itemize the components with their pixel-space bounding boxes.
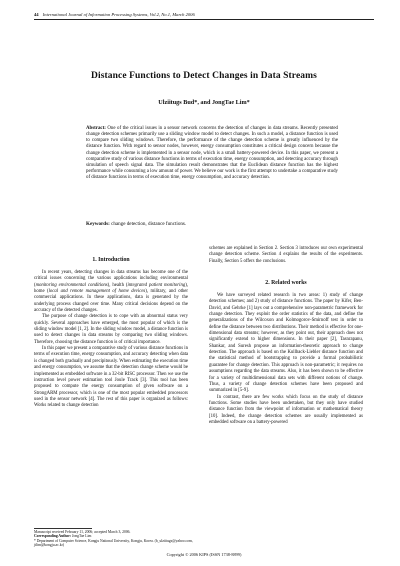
right-column	[209, 246, 363, 426]
copyright-footer: Copyright © 2006 KIPS (ISSN 1738-8899)	[166, 552, 242, 557]
abstract	[86, 126, 338, 181]
section-heading-introduction: 1. Introduction	[92, 257, 130, 263]
intro-p1-emph-2: integrated patient monitoring	[127, 282, 186, 288]
footnote-affiliation: * Department of Computer Science, Kongju National University, Kongju, Korea. (b_ulziitugs@yahoo.com, jtlim@kongju.ac.kr)	[34, 538, 193, 548]
intro-p1-emph-1: monitoring environmental conditions	[35, 282, 108, 288]
section-heading-related-works: 2. Related works	[265, 280, 307, 287]
running-header	[34, 12, 374, 17]
keywords-text: change detection, distance functions.	[111, 221, 187, 227]
intro-p1-text-b: ), health (	[107, 282, 128, 288]
keywords	[86, 221, 338, 227]
journal-name: International Journal of Information Processing Systems, Vol.2, No.1, March 2006	[42, 12, 195, 17]
abstract-label: Abstract:	[86, 126, 106, 131]
footnote-rule	[34, 528, 92, 529]
intro-p1-text-d: ), military, and other commercial applications. In these applications, data is generated by the underlying process changed over time. Many critical decisions depend on the accuracy of the detected changes.	[34, 289, 188, 314]
intro-p1-emph-3: local and remote management of home devices	[48, 289, 146, 295]
intro-p1-text-c: ), home (	[34, 282, 188, 295]
left-column	[34, 246, 188, 410]
footnote-received: Manuscript received February 11, 2006; accepted March 3, 2006.	[34, 530, 131, 534]
intro-paragraph-3: In this paper we present a comparative study of various distance functions in terms of execution time, energy consumption, and accuracy detecting when data is changed both gradually and precipitously. When estimating the execution time and energy consumption, we assume that the detection change scheme would be implemented as embedded software in a 32-bit RISC processor. Then we use the instruction level power estimation tool Joule Track [3]. This tool has been proposed to compute the energy consumption of given software on a StrongARM processor, which is one of the most popular embedded processors used in the sensor network [4]. The rest of this paper is organized as follows: Works related to change detection	[34, 346, 188, 409]
intro-paragraph-1	[34, 270, 188, 314]
keywords-label: Keywords:	[86, 221, 110, 227]
abstract-text: One of the critical issues in a sensor network concerns the detection of changes in data streams. Recently presented change detection schemes primarily use a sliding window model to detect changes. In such a model, a distance function is used to compare two sliding windows. Therefore, the performance of the change detection scheme is greatly influenced by the distance function. With regard to sensor nodes, however, energy consumption constitutes a critical design concern because the change detection scheme is implemented in a sensor node, which is a small battery-powered device. In this paper, we present a comparative study of various distance functions in terms of execution time, energy consumption, and detecting accuracy through simulation of speech signal data. The simulation result demonstrates that the Euclidean distance function has the highest performance while consuming a low amount of power. We believe our work is the first attempt to undertake a comparative study of distance functions in terms of execution time, energy consumption, and accuracy detection.	[86, 126, 338, 181]
corresponding-name: JongTae Lim	[72, 534, 92, 539]
intro-paragraph-continued: schemes are explained in Section 2. Section 3 introduces our own experimental change detection scheme. Section 4 explains the results of the experiments. Finally, Section 5 offers the conclusions.	[209, 246, 363, 264]
corresponding-label: Corresponding Author:	[34, 534, 72, 539]
intro-paragraph-2: The purpose of change detection is to cope with an abnormal status very quickly. Several approaches have emerged, the most popular of which is the sliding window model [1, 2]. In the sliding window model, a distance function is used to detect changes in data streams by comparing two sliding windows. Therefore, choosing the distance function is of critical importance.	[34, 314, 188, 345]
paper-title: Distance Functions to Detect Changes in Data Streams	[91, 71, 317, 81]
related-paragraph-2: In contrast, there are few works which focus on the study of distance functions. Some studies have been undertaken, but they only have studied distance function from the viewpoint of information or mathematical theory [10]. Indeed, the change detection schemes are usually implemented as embedded software on a battery-powered	[209, 394, 363, 425]
intro-p1-text-a: In recent years, detecting changes in data streams has become one of the critical issues concerning the various applications including environmental (	[34, 270, 188, 288]
author-list: Ulziitugs Bud*, and JongTae Lim*	[158, 99, 250, 106]
header-rule	[34, 19, 374, 20]
related-paragraph-1: We have surveyed related research in two areas: 1) study of change detection schemes; and 2) study of distance functions. The paper by Kifer, Ben-David, and Gehrke [1] lays out a comprehensive non-parametric framework for change detection. They exploit the order statistics of the data, and define the generalizations of the Wilcoxon and Kolmogorov-Smirnoff test in order to define the distance between two distributions. Their method is effective for one-dimensional data streams; however, as they point out, their approach does not significantly extend to higher dimensions. In their paper [2], Tasnrapanu, Shankar, and Suresh propose an information-theoretic approach to change detection. The approach is based on the Kullback-Liebler distance function and the statistical method of bootstrapping to provide a formal probabilistic guarantee for change detection. This approach is non-parametric; it requires no assumptions regarding the data streams. Also, it has been shown to be effective for a variety of multidimensional data sets with different notions of change. Thus, a variety of change detection schemes have been proposed and summarized in [5-9].	[209, 293, 363, 394]
page-number: 44	[34, 12, 39, 17]
footnote	[34, 530, 194, 548]
